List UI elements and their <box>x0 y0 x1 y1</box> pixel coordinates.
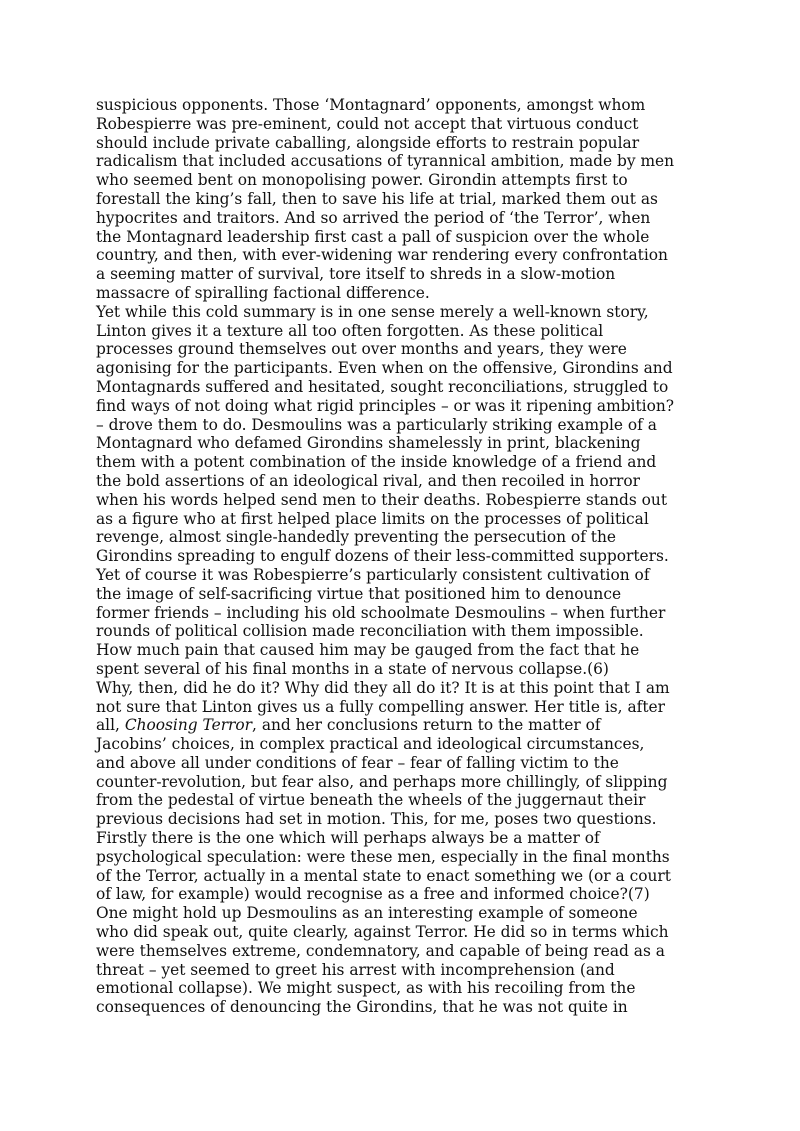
book-title: Choosing Terror <box>124 716 253 735</box>
text-line: How much pain that caused him may be gauged from the fact that he <box>96 641 640 660</box>
paragraph-4 <box>96 904 716 1017</box>
text-line: Firstly there is the one which will perhaps always be a matter of <box>96 829 600 848</box>
text-line: previous decisions had set in motion. This, for me, poses two questions. <box>96 810 657 829</box>
text-line: hypocrites and traitors. And so arrived the period of ‘the Terror’, when <box>96 208 651 227</box>
text-line: processes ground themselves out over months and years, they were <box>96 340 627 359</box>
text-line: counter-revolution, but fear also, and perhaps more chillingly, of slipping <box>96 772 668 791</box>
text-line: Girondins spreading to engulf dozens of their less-committed supporters. <box>96 547 669 566</box>
title-line-suffix: , and her conclusions return to the matter of <box>252 716 601 735</box>
text-line: were themselves extreme, condemnatory, and capable of being read as a <box>96 941 665 960</box>
text-line: Yet of course it was Robespierre’s particularly consistent cultivation of <box>96 565 650 584</box>
text-line: as a figure who at first helped place limits on the processes of political <box>96 509 649 528</box>
text-line: find ways of not doing what rigid principles – or was it ripening ambition? <box>96 396 675 415</box>
paragraph-1 <box>96 96 716 303</box>
text-line: Linton gives it a texture all too often forgotten. As these political <box>96 321 604 340</box>
text-line: a seeming matter of survival, tore itself to shreds in a slow-motion <box>96 265 616 284</box>
text-line: Yet while this cold summary is in one sense merely a well-known story, <box>96 302 649 321</box>
text-line: psychological speculation: were these men, especially in the final months <box>96 847 670 866</box>
text-line: emotional collapse). We might suspect, as with his recoiling from the <box>96 979 636 998</box>
text-line: of the Terror, actually in a mental state to enact something we (or a court <box>96 866 671 885</box>
text-line: – drove them to do. Desmoulins was a particularly striking example of a <box>96 415 657 434</box>
text-line: when his words helped send men to their deaths. Robespierre stands out <box>96 490 668 509</box>
text-line-with-title <box>96 716 716 735</box>
text-line: spent several of his final months in a state of nervous collapse.(6) <box>96 659 609 678</box>
text-line: Montagnards suffered and hesitated, sought reconciliations, struggled to <box>96 377 669 396</box>
text-line: One might hold up Desmoulins as an interesting example of someone <box>96 904 638 923</box>
text-line: the image of self-sacrificing virtue that positioned him to denounce <box>96 584 622 603</box>
text-line: forestall the king’s fall, then to save his life at trial, marked them out as <box>96 189 658 208</box>
text-line: who seemed bent on monopolising power. Girondin attempts first to <box>96 171 628 190</box>
text-line: radicalism that included accusations of tyrannical ambition, made by men <box>96 152 675 171</box>
document-page <box>96 96 716 1017</box>
text-line: the bold assertions of an ideological rival, and then recoiled in horror <box>96 471 640 490</box>
text-line: country, and then, with ever-widening war rendering every confrontation <box>96 246 668 265</box>
text-line: who did speak out, quite clearly, against Terror. He did so in terms which <box>96 923 669 942</box>
paragraph-3 <box>96 679 716 905</box>
text-line: Robespierre was pre-eminent, could not accept that virtuous conduct <box>96 114 639 133</box>
text-line: the Montagnard leadership first cast a pall of suspicion over the whole <box>96 227 650 246</box>
text-line: suspicious opponents. Those ‘Montagnard’ opponents, amongst whom <box>96 96 646 114</box>
text-line: should include private caballing, alongside efforts to restrain popular <box>96 133 640 152</box>
text-line: Montagnard who defamed Girondins shamelessly in print, blackening <box>96 434 641 453</box>
paragraph-2 <box>96 303 716 679</box>
text-line: of law, for example) would recognise as a free and informed choice?(7) <box>96 885 650 904</box>
text-line: rounds of political collision made reconciliation with them impossible. <box>96 622 644 641</box>
text-line: from the pedestal of virtue beneath the wheels of the juggernaut their <box>96 791 646 810</box>
text-line: Why, then, did he do it? Why did they all do it? It is at this point that I am <box>96 678 670 697</box>
text-line: massacre of spiralling factional difference. <box>96 283 430 302</box>
text-line: them with a potent combination of the inside knowledge of a friend and <box>96 453 657 472</box>
text-line: threat – yet seemed to greet his arrest with incomprehension (and <box>96 960 615 979</box>
text-line: consequences of denouncing the Girondins, that he was not quite in <box>96 998 628 1017</box>
title-line-prefix: all, <box>96 716 125 735</box>
text-line: former friends – including his old schoolmate Desmoulins – when further <box>96 603 666 622</box>
text-line: not sure that Linton gives us a fully compelling answer. Her title is, after <box>96 697 665 716</box>
text-line: revenge, almost single-handedly preventing the persecution of the <box>96 528 616 547</box>
text-line: Jacobins’ choices, in complex practical and ideological circumstances, <box>96 735 645 754</box>
text-line: and above all under conditions of fear – fear of falling victim to the <box>96 753 619 772</box>
text-line: agonising for the participants. Even when on the offensive, Girondins and <box>96 359 673 378</box>
